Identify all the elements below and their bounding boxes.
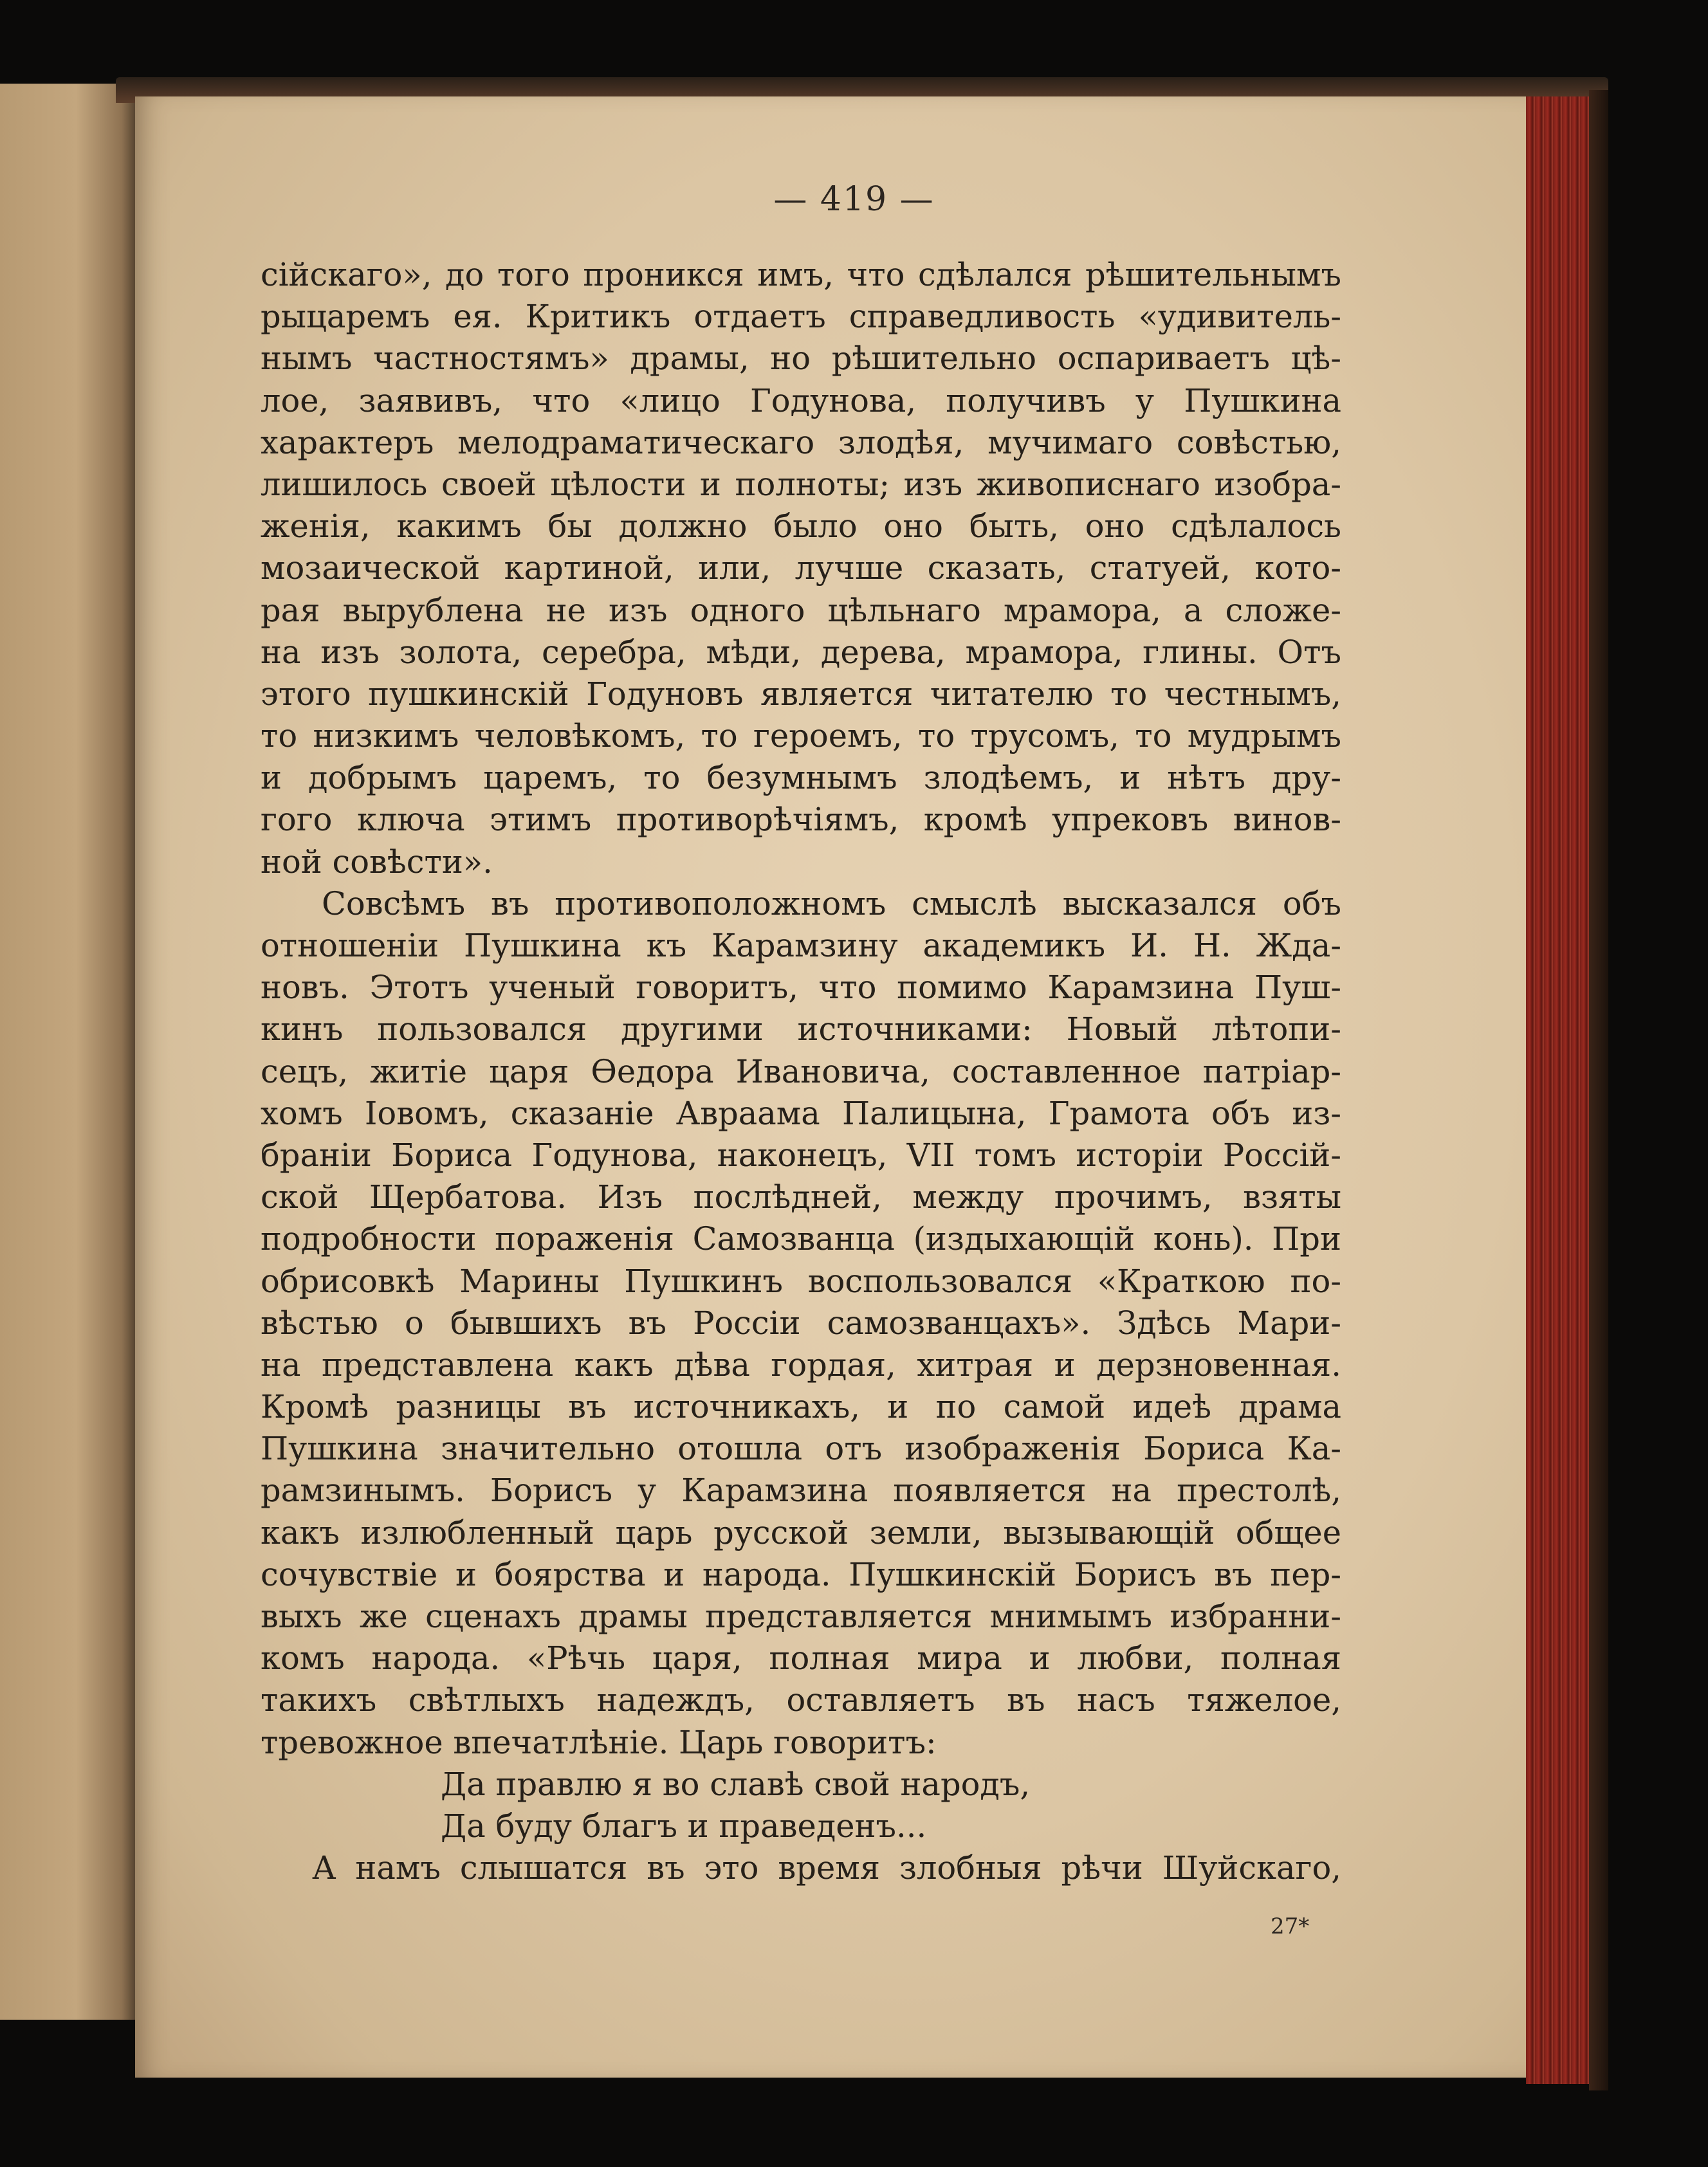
text-line: сецъ, житіе царя Ѳедора Ивановича, составленное патріар- — [261, 1052, 1341, 1090]
paragraph-start-line: Совсѣмъ въ противоположномъ смыслѣ высказался объ — [322, 884, 1341, 922]
signature-mark: 27* — [1271, 1914, 1310, 1939]
text-line: тревожное впечатлѣніе. Царь говоритъ: — [261, 1723, 937, 1761]
verse-line: Да правлю я во славѣ свой народъ, — [441, 1765, 1031, 1803]
text-line: сочувствіе и боярства и народа. Пушкинскій Борисъ въ пер- — [261, 1555, 1341, 1593]
verse-line: Да буду благъ и праведенъ... — [441, 1807, 927, 1845]
book-cover-edge — [1589, 90, 1608, 2090]
text-line: на представлена какъ дѣва гордая, хитрая и дерзновенная. — [261, 1346, 1341, 1384]
page-block-edges — [1526, 96, 1597, 2084]
text-line: мозаической картиной, или, лучше сказать, статуей, кото- — [261, 549, 1341, 587]
text-line: Кромѣ разницы въ источникахъ, и по самой идеѣ драма — [261, 1388, 1341, 1426]
text-line: подробности пораженія Самозванца (издыхающій конь). При — [261, 1220, 1341, 1258]
text-line: рая вырублена не изъ одного цѣльнаго мрамора, а сложе- — [261, 591, 1341, 629]
left-facing-page — [0, 84, 138, 2020]
text-line: рыцаремъ ея. Критикъ отдаетъ справедливость «удивитель- — [261, 298, 1341, 336]
text-line: выхъ же сценахъ драмы представляется мнимымъ избранни- — [261, 1598, 1341, 1635]
text-line: лое, заявивъ, что «лицо Годунова, получивъ у Пушкина — [261, 381, 1341, 419]
text-line: ной совѣсти». — [261, 843, 493, 881]
text-line: А намъ слышатся въ это время злобныя рѣчи Шуйскаго, — [312, 1849, 1341, 1887]
text-line: женія, какимъ бы должно было оно быть, оно сдѣлалось — [261, 507, 1341, 545]
text-line: этого пушкинскій Годуновъ является читателю то честнымъ, — [261, 675, 1341, 713]
text-line: браніи Бориса Годунова, наконецъ, VII томъ исторіи Россій- — [261, 1136, 1341, 1174]
text-line: отношеніи Пушкина къ Карамзину академикъ И. Н. Жда- — [261, 927, 1341, 964]
text-line: комъ народа. «Рѣчь царя, полная мира и любви, полная — [261, 1640, 1341, 1678]
text-line: вѣстью о бывшихъ въ Россіи самозванцахъ». Здѣсь Мари- — [261, 1304, 1341, 1342]
text-line: такихъ свѣтлыхъ надеждъ, оставляетъ въ насъ тяжелое, — [261, 1681, 1341, 1719]
text-line: Пушкина значительно отошла отъ изображенія Бориса Ка- — [261, 1430, 1341, 1468]
text-line: хомъ Іовомъ, сказаніе Авраама Палицына, Грамота объ из- — [261, 1094, 1341, 1132]
text-line: характеръ мелодраматическаго злодѣя, мучимаго совѣстью, — [261, 423, 1341, 461]
text-line: обрисовкѣ Марины Пушкинъ воспользовался «Краткою по- — [261, 1262, 1341, 1300]
text-line: и добрымъ царемъ, то безумнымъ злодѣемъ, и нѣтъ дру- — [261, 759, 1341, 797]
text-line: нымъ частностямъ» драмы, но рѣшительно оспариваетъ цѣ- — [261, 340, 1341, 378]
text-line: новъ. Этотъ ученый говоритъ, что помимо Карамзина Пуш- — [261, 969, 1341, 1007]
text-line: ской Щербатова. Изъ послѣдней, между прочимъ, взяты — [261, 1178, 1341, 1216]
body-text — [261, 254, 1341, 1889]
text-line: на изъ золота, серебра, мѣди, дерева, мрамора, глины. Отъ — [261, 633, 1341, 671]
text-line: то низкимъ человѣкомъ, то героемъ, то трусомъ, то мудрымъ — [261, 717, 1341, 755]
text-line: рамзинымъ. Борисъ у Карамзина появляется на престолѣ, — [261, 1472, 1341, 1510]
text-line: какъ излюбленный царь русской земли, вызывающій общее — [261, 1513, 1341, 1551]
page-number-header: — 419 — — [773, 180, 935, 219]
text-line: лишилось своей цѣлости и полноты; изъ живописнаго изобра- — [261, 465, 1341, 503]
text-line: гого ключа этимъ противорѣчіямъ, кромѣ упрековъ винов- — [261, 801, 1341, 839]
text-line: сійскаго», до того проникся имъ, что сдѣлался рѣшительнымъ — [261, 256, 1341, 293]
text-line: кинъ пользовался другими источниками: Новый лѣтопи- — [261, 1010, 1341, 1048]
